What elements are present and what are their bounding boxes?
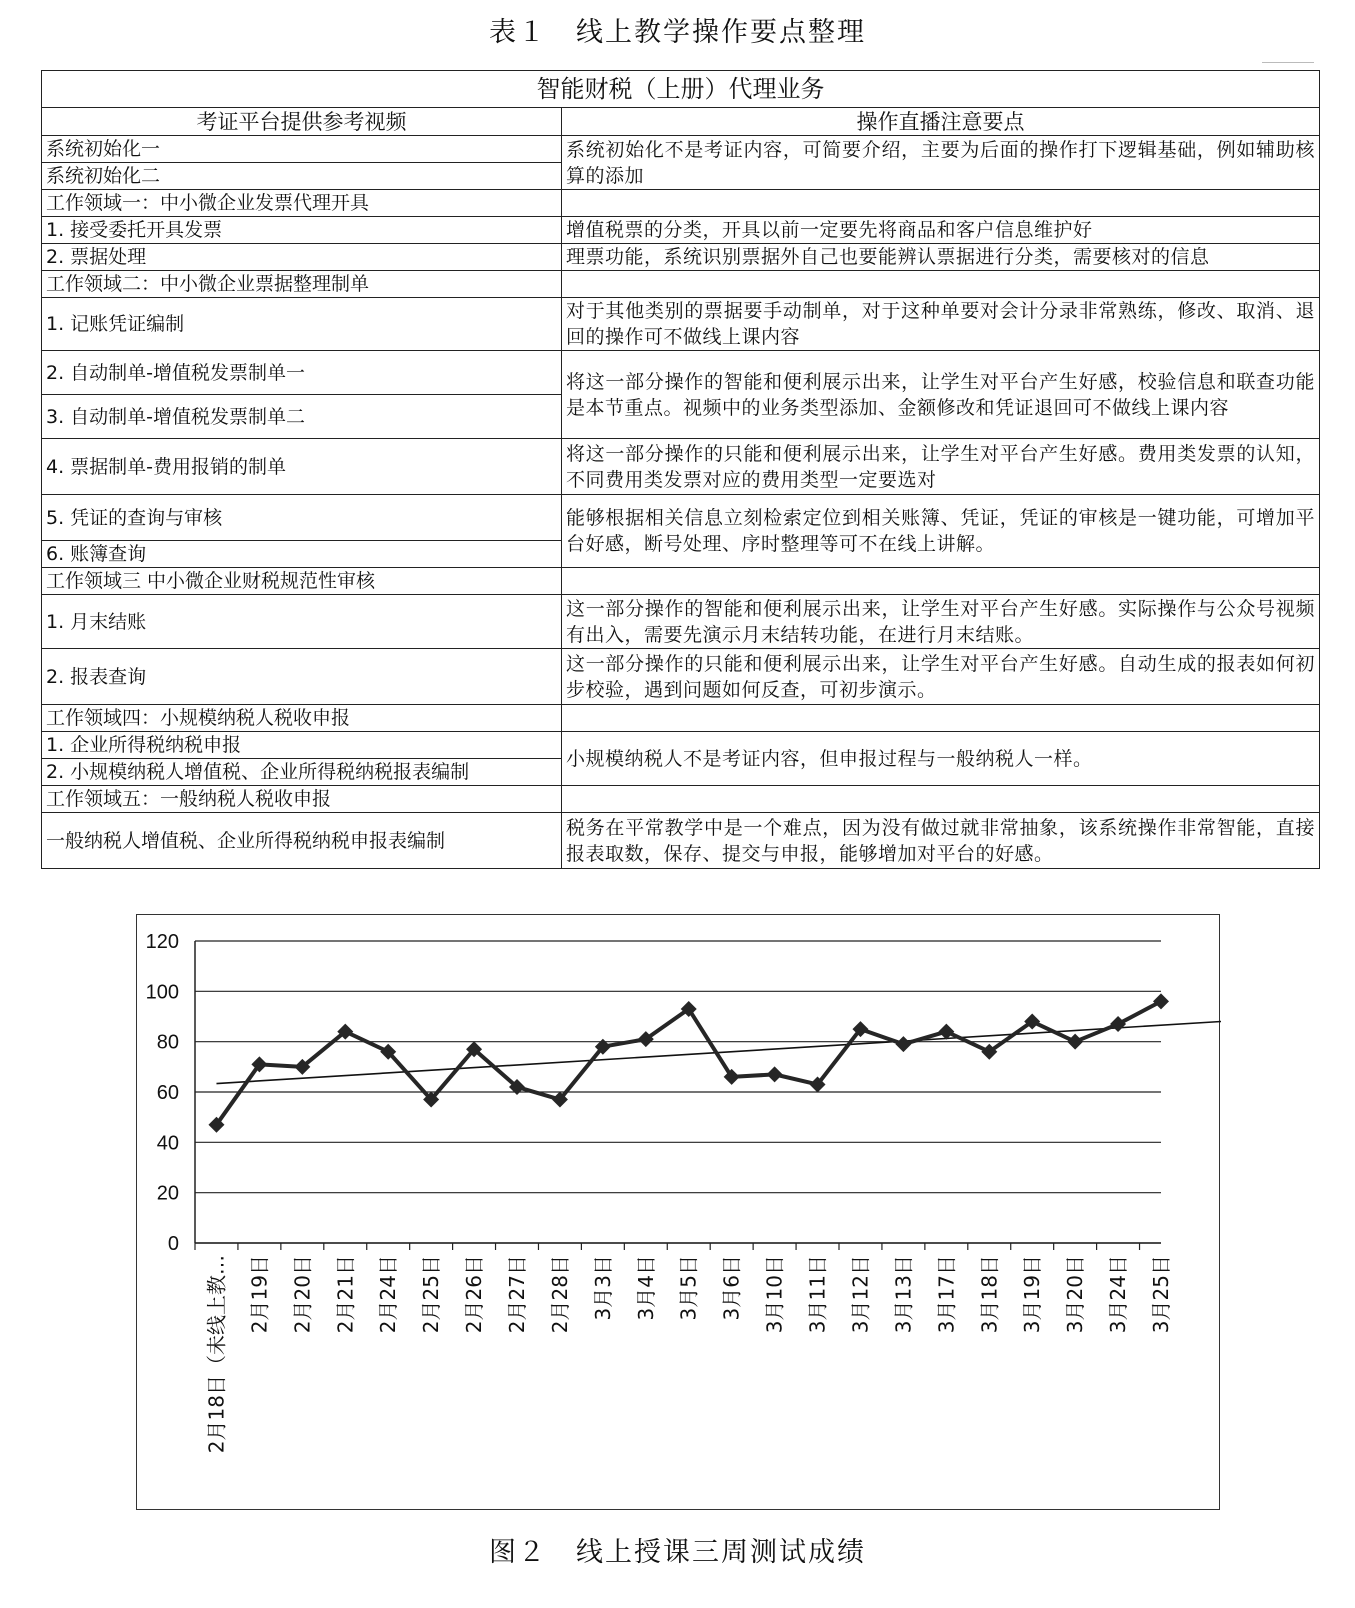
x-tick-label: 2月25日 xyxy=(419,1255,444,1334)
x-tick-label: 3月25日 xyxy=(1149,1255,1173,1334)
x-tick-label: 3月24日 xyxy=(1106,1255,1131,1334)
y-tick-label: 40 xyxy=(156,1132,179,1155)
x-tick-label: 3月17日 xyxy=(934,1255,959,1334)
operations-table xyxy=(41,70,1320,869)
data-point xyxy=(895,1036,911,1052)
table-title: 智能财税（上册）代理业务 xyxy=(42,71,1320,108)
data-point xyxy=(1110,1016,1126,1032)
blank-cell xyxy=(562,190,1320,217)
blank-cell xyxy=(562,786,1320,813)
x-tick-label: 2月28日 xyxy=(547,1255,572,1334)
x-tick-label: 3月6日 xyxy=(719,1255,744,1321)
header-videos: 考证平台提供参考视频 xyxy=(42,108,562,136)
series-line xyxy=(216,1001,1161,1124)
row-item: 1. 接受委托开具发票 xyxy=(42,217,562,244)
section-heading: 工作领域三 中小微企业财税规范性审核 xyxy=(42,568,562,595)
row-item: 5. 凭证的查询与审核 xyxy=(42,495,562,541)
row-note: 税务在平常教学中是一个难点，因为没有做过就非常抽象，该系统操作非常智能，直接报表取数，保存、提交与申报，能够增加对平台的好感。 xyxy=(562,813,1320,869)
x-tick-label: 3月18日 xyxy=(977,1255,1002,1334)
row-note: 将这一部分操作的智能和便利展示出来，让学生对平台产生好感，校验信息和联查功能是本节重点。视频中的业务类型添加、金额修改和凭证退回可不做线上课内容 xyxy=(562,351,1320,439)
row-item: 6. 账簿查询 xyxy=(42,541,562,568)
x-tick-label: 3月5日 xyxy=(676,1255,701,1321)
row-item: 3. 自动制单-增值税发票制单二 xyxy=(42,395,562,439)
y-tick-label: 80 xyxy=(156,1031,179,1054)
x-tick-label: 2月21日 xyxy=(333,1255,358,1334)
data-point xyxy=(938,1024,954,1040)
row-item: 一般纳税人增值税、企业所得税纳税申报表编制 xyxy=(42,813,562,869)
x-tick-label: 2月20日 xyxy=(290,1255,315,1334)
row-item: 2. 小规模纳税人增值税、企业所得税纳税报表编制 xyxy=(42,759,562,786)
x-tick-label: 2月26日 xyxy=(462,1255,487,1334)
section-heading: 工作领域二：中小微企业票据整理制单 xyxy=(42,271,562,298)
data-point xyxy=(767,1066,783,1082)
trendline xyxy=(216,1020,1221,1084)
row-item: 4. 票据制单-费用报销的制单 xyxy=(42,439,562,495)
row-item: 系统初始化一 xyxy=(42,136,562,163)
x-tick-label: 2月27日 xyxy=(505,1255,529,1334)
header-notes: 操作直播注意要点 xyxy=(562,108,1320,136)
row-note: 理票功能，系统识别票据外自己也要能辨认票据进行分类，需要核对的信息 xyxy=(562,244,1320,271)
section-heading: 工作领域一：中小微企业发票代理开具 xyxy=(42,190,562,217)
score-chart xyxy=(136,914,1220,1510)
blank-cell xyxy=(562,568,1320,595)
section-heading: 工作领域四：小规模纳税人税收申报 xyxy=(42,705,562,732)
x-tick-label: 2月18日（未线上教… xyxy=(204,1255,229,1454)
section-heading: 工作领域五：一般纳税人税收申报 xyxy=(42,786,562,813)
row-item: 1. 记账凭证编制 xyxy=(42,298,562,351)
figure-caption: 图２ 线上授课三周测试成绩 xyxy=(489,1537,866,1568)
row-item: 系统初始化二 xyxy=(42,163,562,190)
x-tick-label: 3月3日 xyxy=(590,1255,615,1321)
row-note: 小规模纳税人不是考证内容，但申报过程与一般纳税人一样。 xyxy=(562,732,1320,786)
y-tick-label: 120 xyxy=(145,931,179,953)
x-tick-label: 3月4日 xyxy=(633,1255,658,1321)
x-tick-label: 2月24日 xyxy=(376,1255,401,1334)
data-point xyxy=(1153,993,1169,1009)
x-tick-label: 3月10日 xyxy=(762,1255,787,1334)
row-note: 系统初始化不是考证内容，可简要介绍，主要为后面的操作打下逻辑基础，例如辅助核算的添加 xyxy=(562,136,1320,190)
decorative-rule xyxy=(1262,62,1314,63)
row-item: 2. 票据处理 xyxy=(42,244,562,271)
table-caption: 表１ 线上教学操作要点整理 xyxy=(489,17,866,48)
row-note: 这一部分操作的智能和便利展示出来，让学生对平台产生好感。实际操作与公众号视频有出入，需要先演示月末结转功能，在进行月末结账。 xyxy=(562,595,1320,649)
row-item: 1. 月末结账 xyxy=(42,595,562,649)
row-note: 增值税票的分类，开具以前一定要先将商品和客户信息维护好 xyxy=(562,217,1320,244)
x-tick-label: 3月11日 xyxy=(805,1255,830,1334)
row-note: 能够根据相关信息立刻检索定位到相关账簿、凭证，凭证的审核是一键功能，可增加平台好感，断号处理、序时整理等可不在线上讲解。 xyxy=(562,495,1320,568)
y-tick-label: 100 xyxy=(145,981,179,1004)
x-tick-label: 2月19日 xyxy=(247,1255,272,1334)
row-item: 1. 企业所得税纳税申报 xyxy=(42,732,562,759)
y-tick-label: 20 xyxy=(156,1182,179,1205)
data-point xyxy=(1067,1034,1083,1050)
blank-cell xyxy=(562,705,1320,732)
blank-cell xyxy=(562,271,1320,298)
y-tick-label: 60 xyxy=(156,1082,179,1104)
x-tick-label: 3月20日 xyxy=(1063,1255,1088,1334)
row-note: 这一部分操作的只能和便利展示出来，让学生对平台产生好感。自动生成的报表如何初步校验，遇到问题如何反查，可初步演示。 xyxy=(562,649,1320,705)
x-tick-label: 3月12日 xyxy=(848,1255,873,1334)
x-tick-label: 3月13日 xyxy=(891,1255,916,1334)
y-tick-label: 0 xyxy=(167,1233,179,1255)
row-item: 2. 报表查询 xyxy=(42,649,562,705)
row-note: 对于其他类别的票据要手动制单，对于这种单要对会计分录非常熟练，修改、取消、退回的操作可不做线上课内容 xyxy=(562,298,1320,351)
x-tick-label: 3月19日 xyxy=(1020,1255,1045,1334)
row-item: 2. 自动制单-增值税发票制单一 xyxy=(42,351,562,395)
chart-canvas xyxy=(137,915,1221,1511)
row-note: 将这一部分操作的只能和便利展示出来，让学生对平台产生好感。费用类发票的认知，不同费用类发票对应的费用类型一定要选对 xyxy=(562,439,1320,495)
